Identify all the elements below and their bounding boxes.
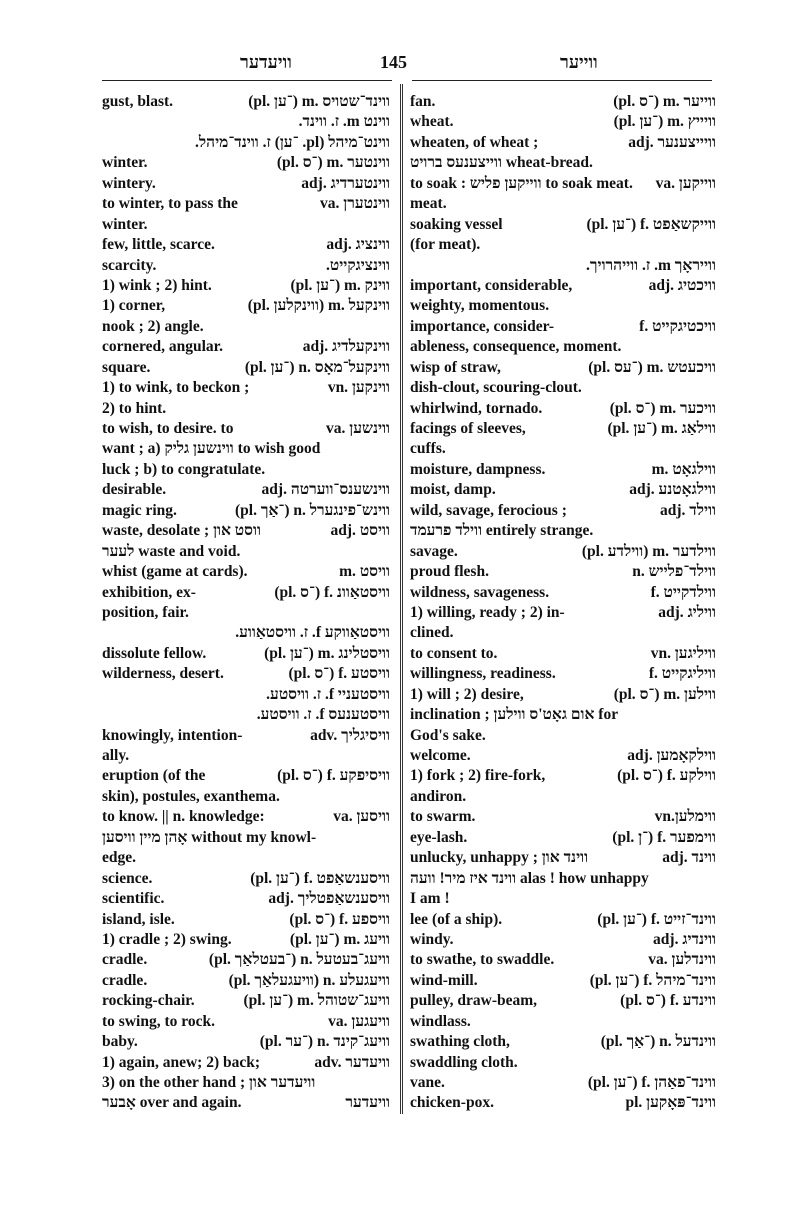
english-text: waste, desolate ; ווסט און (102, 522, 261, 540)
english-text: exhibition, ex- (102, 583, 196, 601)
yiddish-headword: adj. ווינדיג (653, 930, 716, 948)
english-text: moist, damp. (410, 481, 496, 499)
english-text: eruption (of the (102, 767, 206, 785)
yiddish-headword: vn.ווימלען (654, 808, 716, 826)
english-text: swaddling cloth. (410, 1053, 518, 1071)
yiddish-headword: (pl. ־ען) f. וויסענשאַפט (250, 869, 390, 887)
dictionary-line (102, 583, 390, 603)
dictionary-line (102, 460, 390, 480)
english-text: wheaten, of wheat ; (410, 133, 539, 151)
dictionary-line (102, 419, 390, 439)
english-text: ווינד איז מיר! וועה alas ! how unhappy (410, 869, 649, 887)
english-text: moisture, dampness. (410, 460, 546, 478)
english-text: savage. (410, 542, 458, 560)
dictionary-line (410, 562, 716, 582)
yiddish-headword: adj. וויייצענער (628, 133, 716, 151)
english-text: weighty, momentous. (410, 297, 550, 315)
dictionary-line (410, 664, 716, 684)
english-text: desirable. (102, 481, 167, 499)
dictionary-line (410, 174, 716, 194)
english-text: cradle. (102, 951, 148, 969)
dictionary-line (410, 910, 716, 930)
right-column (410, 92, 716, 1114)
dictionary-line (102, 971, 390, 991)
dictionary-line (102, 1053, 390, 1073)
english-text: 1) wink ; 2) hint. (102, 276, 212, 294)
yiddish-headword: ווינט־מיהל (pl. ־ען) ז. ווינד־מיהל. (195, 133, 390, 151)
yiddish-headword: (pl. ־ען) m. ווינק (290, 276, 390, 294)
english-text: few, little, scarce. (102, 236, 215, 254)
dictionary-line (410, 807, 716, 827)
dictionary-line (410, 623, 716, 643)
dictionary-line (410, 583, 716, 603)
yiddish-headword: (pl. ־ס) m. וויכער (609, 399, 716, 417)
english-text: ableness, consequence, moment. (410, 338, 622, 356)
dictionary-line (410, 133, 716, 153)
yiddish-headword: va. וויסען (333, 808, 390, 826)
yiddish-headword: (pl. ־ען) m. ווינד־שטויס (248, 93, 390, 110)
english-text: willingness, readiness. (410, 665, 556, 683)
english-text: importance, consider- (410, 317, 555, 335)
yiddish-headword: (pl. ־אַך) n. ווינדעל (600, 1033, 716, 1051)
yiddish-headword: va. ווינדלען (648, 951, 716, 969)
yiddish-headword: va. ווינטערן (320, 195, 390, 213)
yiddish-headword: (pl. ־ען) m. וויייץ (613, 113, 716, 131)
english-text: wild, savage, ferocious ; (410, 501, 567, 519)
dictionary-line (102, 542, 390, 562)
english-text: fan. (410, 93, 436, 110)
english-text: to know. || n. knowledge: (102, 808, 265, 826)
dictionary-line (410, 358, 716, 378)
english-text: important, considerable, (410, 276, 573, 294)
english-text: 3) on the other hand ; וויעדער און (102, 1074, 316, 1091)
yiddish-headword: (pl. ־ס) m. ווייער (613, 93, 716, 110)
dictionary-line (410, 726, 716, 746)
english-text: science. (102, 869, 153, 887)
column-divider (400, 84, 403, 1114)
dictionary-line (410, 644, 716, 664)
yiddish-headword: (pl. ־ען) f. ווינד־זייט (597, 910, 716, 928)
english-text: scarcity. (102, 256, 157, 274)
english-text: 1) to wink, to beckon ; (102, 379, 250, 397)
dictionary-line (410, 439, 716, 459)
dictionary-line (410, 685, 716, 705)
dictionary-line (410, 194, 716, 214)
yiddish-headword: adj. וויסט (330, 522, 390, 540)
dictionary-line (102, 276, 390, 296)
dictionary-line (102, 603, 390, 623)
english-text: pulley, draw-beam, (410, 992, 538, 1010)
yiddish-headword: ווינציגקייט. (326, 256, 390, 274)
dictionary-line (410, 460, 716, 480)
english-text: dissolute fellow. (102, 644, 207, 662)
yiddish-headword: (pl. ־ן) f. ווימפער (612, 828, 716, 846)
english-text: wildness, savageness. (410, 583, 550, 601)
yiddish-headword: adj. ווינטערדיג (301, 174, 390, 192)
yiddish-headword: (pl. ־ען) m. וויסטלינג (264, 644, 390, 662)
english-text: winter. (102, 215, 148, 233)
dictionary-line (102, 828, 390, 848)
dictionary-line (410, 542, 716, 562)
dictionary-line (102, 726, 390, 746)
dictionary-line (410, 215, 716, 235)
english-text: magic ring. (102, 501, 177, 519)
english-text: meat. (410, 195, 447, 213)
english-text: 1) cradle ; 2) swing. (102, 930, 232, 948)
dictionary-line (102, 705, 390, 725)
yiddish-headword: adj. ווינציג (326, 236, 390, 254)
english-text: לעער waste and void. (102, 542, 241, 560)
dictionary-line (410, 480, 716, 500)
yiddish-headword: (pl. ־עס) m. וויכעטש (588, 358, 716, 376)
dictionary-line (410, 276, 716, 296)
dictionary-line (410, 235, 716, 255)
english-text: to swing, to rock. (102, 1012, 215, 1030)
yiddish-headword: adj. ווילגאָטנע (629, 481, 716, 499)
dictionary-line (102, 153, 390, 173)
english-text: skin), postules, exanthema. (102, 787, 280, 805)
english-text: whirlwind, tornado. (410, 399, 543, 417)
english-text: lee (of a ship). (410, 910, 503, 928)
dictionary-line (410, 1032, 716, 1052)
english-text: I am ! (410, 890, 450, 908)
yiddish-headword: adj. וויכטיג (648, 276, 716, 294)
yiddish-headword: adv. וויסיגליך (310, 726, 390, 744)
yiddish-headword: f. וויליגקייט (648, 665, 716, 683)
dictionary-line (102, 215, 390, 235)
yiddish-headword: וויסטענעס f. ז. וויסטע. (256, 706, 390, 724)
english-text: 1) fork ; 2) fire-fork, (410, 767, 546, 785)
dictionary-line (410, 1073, 716, 1093)
english-text: cornered, angular. (102, 338, 223, 356)
dictionary-line (102, 787, 390, 807)
left-column (102, 92, 390, 1114)
english-text: windlass. (410, 1012, 471, 1030)
english-text: wilderness, desert. (102, 665, 224, 683)
dictionary-line (410, 1093, 716, 1113)
english-text: vane. (410, 1074, 445, 1091)
yiddish-headword: adj. ווינד (662, 849, 716, 867)
yiddish-headword: (pl. ־ען) m. וויעג־שטוהל (243, 992, 390, 1010)
english-text: to consent to. (410, 644, 498, 662)
dictionary-line (102, 112, 390, 132)
page-header (0, 52, 788, 82)
english-text: 1) will ; 2) desire, (410, 685, 524, 703)
english-text: eye-lash. (410, 828, 468, 846)
english-text: facings of sleeves, (410, 420, 526, 437)
english-text: nook ; 2) angle. (102, 317, 204, 335)
dictionary-line (410, 112, 716, 132)
yiddish-headword: f. וויכטיגקייט (639, 317, 716, 335)
dictionary-line (102, 950, 390, 970)
dictionary-line (102, 807, 390, 827)
english-text: rocking-chair. (102, 992, 195, 1010)
dictionary-line (102, 746, 390, 766)
english-text: ally. (102, 747, 130, 764)
dictionary-line (410, 603, 716, 623)
dictionary-line (410, 399, 716, 419)
dictionary-line (102, 562, 390, 582)
yiddish-headword: וויסטאַווקע f. ז. וויסטאַווע. (235, 624, 390, 642)
dictionary-line (410, 378, 716, 398)
dictionary-line (410, 92, 716, 112)
english-text: ווילד פרעמד entirely strange. (410, 522, 594, 540)
english-text: baby. (102, 1033, 138, 1051)
dictionary-line (102, 358, 390, 378)
yiddish-headword: n. ווילד־פלייש (632, 563, 716, 581)
english-text: island, isle. (102, 910, 175, 928)
english-text: knowingly, intention- (102, 726, 243, 744)
english-text: chicken-pox. (410, 1094, 494, 1112)
dictionary-line (102, 296, 390, 316)
english-text: scientific. (102, 890, 165, 908)
yiddish-headword: (pl. ־ס) m. ווינטער (276, 154, 390, 172)
dictionary-line (410, 848, 716, 868)
dictionary-line (410, 317, 716, 337)
english-text: 1) corner, (102, 297, 166, 315)
dictionary-line (102, 399, 390, 419)
english-text: אָהן מיין וויסען without my knowl- (102, 828, 317, 846)
dictionary-line (410, 256, 716, 276)
yiddish-headword: (pl. ־ען) f. ווינד־פאַהן (587, 1074, 716, 1091)
english-text: want ; a) ווינשען גליק to wish good (102, 440, 321, 458)
english-text: position, fair. (102, 603, 189, 621)
yiddish-headword: (pl. ־ס) f. וויסטע (288, 665, 390, 683)
yiddish-headword: adv. וויעדער (314, 1053, 390, 1071)
header-right-word: ווייער (560, 52, 598, 72)
dictionary-line (410, 337, 716, 357)
english-text: (for meat). (410, 236, 481, 254)
dictionary-line (410, 1053, 716, 1073)
dictionary-line (102, 848, 390, 868)
dictionary-line (410, 746, 716, 766)
english-text: wind-mill. (410, 971, 478, 989)
dictionary-line (410, 419, 716, 439)
english-text: to swarm. (410, 808, 476, 826)
yiddish-headword: (pl. ־ער) n. וויעג־קינד (259, 1033, 390, 1051)
dictionary-line (102, 256, 390, 276)
english-text: andiron. (410, 787, 467, 805)
english-text: gust, blast. (102, 93, 174, 110)
english-text: winter. (102, 154, 148, 172)
dictionary-line (102, 133, 390, 153)
yiddish-headword: (pl. ־ס) f. ווילקע (617, 767, 716, 785)
dictionary-line (102, 1032, 390, 1052)
dictionary-line (102, 930, 390, 950)
yiddish-headword: (pl. ־ען) f. ווייקשאַפט (586, 215, 716, 233)
dictionary-line (410, 705, 716, 725)
dictionary-line (102, 378, 390, 398)
yiddish-headword: adj. וויסענשאַפטליך (268, 890, 390, 908)
dictionary-line (102, 889, 390, 909)
english-text: wisp of straw, (410, 358, 501, 376)
yiddish-headword: vn. ווינקען (327, 379, 390, 397)
yiddish-headword: va. וויעגען (328, 1012, 390, 1030)
english-text: אָבער over and again. (102, 1094, 242, 1112)
dictionary-line (102, 991, 390, 1011)
yiddish-headword: vn. וויליגען (650, 644, 716, 662)
dictionary-line (410, 1012, 716, 1032)
yiddish-headword: וויעדער (345, 1094, 390, 1112)
english-text: proud flesh. (410, 563, 489, 581)
dictionary-line (102, 623, 390, 643)
yiddish-headword: (pl. ־ס) f. וויספע (289, 910, 390, 928)
page-number: 145 (380, 52, 407, 72)
yiddish-headword: (pl. ־ען) m. וויעג (289, 930, 390, 948)
dictionary-line (102, 235, 390, 255)
english-text: clined. (410, 624, 454, 642)
english-text: to wish, to desire. to (102, 420, 234, 437)
yiddish-headword: (pl. ־בעטלאַך) n. וויעג־בעטעל (208, 951, 390, 969)
dictionary-line (102, 174, 390, 194)
yiddish-headword: (pl. ־ען) m. ווילאַג (607, 420, 716, 437)
dictionary-line (410, 521, 716, 541)
english-text: edge. (102, 849, 137, 867)
english-text: 1) again, anew; 2) back; (102, 1053, 261, 1071)
english-text: unlucky, unhappy ; ווינד און (410, 849, 589, 867)
dictionary-line (410, 991, 716, 1011)
dictionary-line (102, 664, 390, 684)
yiddish-headword: ווייראָך m. ז. ווייהרויך. (586, 256, 716, 274)
dictionary-line (102, 92, 390, 112)
dictionary-line (102, 480, 390, 500)
yiddish-headword: (pl. ווילדע) m. ווילדער (581, 542, 716, 560)
english-text: wheat. (410, 113, 454, 131)
dictionary-line (102, 337, 390, 357)
yiddish-headword: ווינט m. ז. ווינד. (298, 113, 390, 131)
yiddish-headword: f. ווילדקייט (650, 583, 716, 601)
yiddish-headword: adj. ווינקעלדיג (302, 338, 390, 356)
yiddish-headword: va. ווייקען (655, 174, 716, 192)
yiddish-headword: adj. ווילד (660, 501, 716, 519)
english-text: to winter, to pass the (102, 195, 238, 213)
english-text: luck ; b) to congratulate. (102, 460, 266, 478)
yiddish-headword: (pl. ־ס) m. ווילען (613, 685, 716, 703)
dictionary-line (410, 828, 716, 848)
yiddish-headword: adj. ווילקאָמען (627, 747, 716, 764)
dictionary-line (102, 1012, 390, 1032)
dictionary-line (102, 194, 390, 214)
english-text: cradle. (102, 971, 148, 989)
dictionary-line (102, 1073, 390, 1093)
dictionary-line (410, 950, 716, 970)
english-text: welcome. (410, 747, 471, 764)
header-left-word: וויעדער (240, 52, 292, 72)
header-rule-left (102, 80, 392, 81)
english-text: wintery. (102, 174, 156, 192)
header-rule-right (412, 80, 712, 81)
yiddish-headword: (pl. ־ען) n. ווינקעל־מאָס (244, 358, 390, 376)
english-text: inclination ; אום גאָט'ס ווילען for (410, 706, 619, 724)
dictionary-line (102, 644, 390, 664)
yiddish-headword: adj. וויליג (658, 603, 716, 621)
english-text: soaking vessel (410, 215, 503, 233)
english-text: swathing cloth, (410, 1033, 510, 1051)
english-text: 2) to hint. (102, 399, 167, 417)
english-text: to soak : ווייקען פליש to soak meat. (410, 174, 633, 192)
english-text: cuffs. (410, 440, 446, 458)
english-text: ווייצענעס ברויט wheat-bread. (410, 154, 593, 172)
yiddish-headword: (pl. ־אַך) n. ווינש־פינגערל (235, 501, 390, 519)
yiddish-headword: (pl. וויעגעלאַך) n. וויעגעלע (228, 971, 390, 989)
english-text: whist (game at cards). (102, 563, 248, 581)
english-text: windy. (410, 930, 454, 948)
yiddish-headword: pl. ווינד־פּאָקען (625, 1094, 716, 1112)
yiddish-headword: וויסטעניי f. ז. וויסטע. (266, 685, 390, 703)
dictionary-line (102, 439, 390, 459)
yiddish-headword: (pl. ־ס) f. וויסטאַוונ (274, 583, 390, 601)
english-text: to swathe, to swaddle. (410, 951, 555, 969)
yiddish-headword: (pl. ־ען) f. ווינד־מיהל (589, 971, 716, 989)
dictionary-line (102, 1093, 390, 1113)
dictionary-line (102, 317, 390, 337)
dictionary-line (410, 296, 716, 316)
dictionary-line (102, 869, 390, 889)
dictionary-line (410, 787, 716, 807)
dictionary-line (102, 766, 390, 786)
dictionary-line (410, 930, 716, 950)
dictionary-line (410, 889, 716, 909)
yiddish-headword: m. ווילגאָט (651, 460, 716, 478)
dictionary-line (410, 501, 716, 521)
dictionary-line (410, 869, 716, 889)
dictionary-line (410, 766, 716, 786)
yiddish-headword: m. וויסט (339, 563, 390, 581)
yiddish-headword: adj. ווינשענס־ווערטה (261, 481, 390, 499)
yiddish-headword: (pl. ־ס) f. וויסיפקע (277, 767, 390, 785)
yiddish-headword: va. ווינשען (326, 420, 390, 437)
english-text: dish-clout, scouring-clout. (410, 379, 582, 397)
english-text: 1) willing, ready ; 2) in- (410, 603, 565, 621)
yiddish-headword: (pl. ווינקלען) m. ווינקעל (247, 297, 390, 315)
english-text: square. (102, 358, 151, 376)
english-text: God's sake. (410, 726, 486, 744)
yiddish-headword: (pl. ־ס) f. ווינדע (620, 992, 716, 1010)
dictionary-line (410, 153, 716, 173)
dictionary-line (102, 685, 390, 705)
dictionary-line (102, 910, 390, 930)
dictionary-line (102, 521, 390, 541)
dictionary-line (410, 971, 716, 991)
dictionary-line (102, 501, 390, 521)
